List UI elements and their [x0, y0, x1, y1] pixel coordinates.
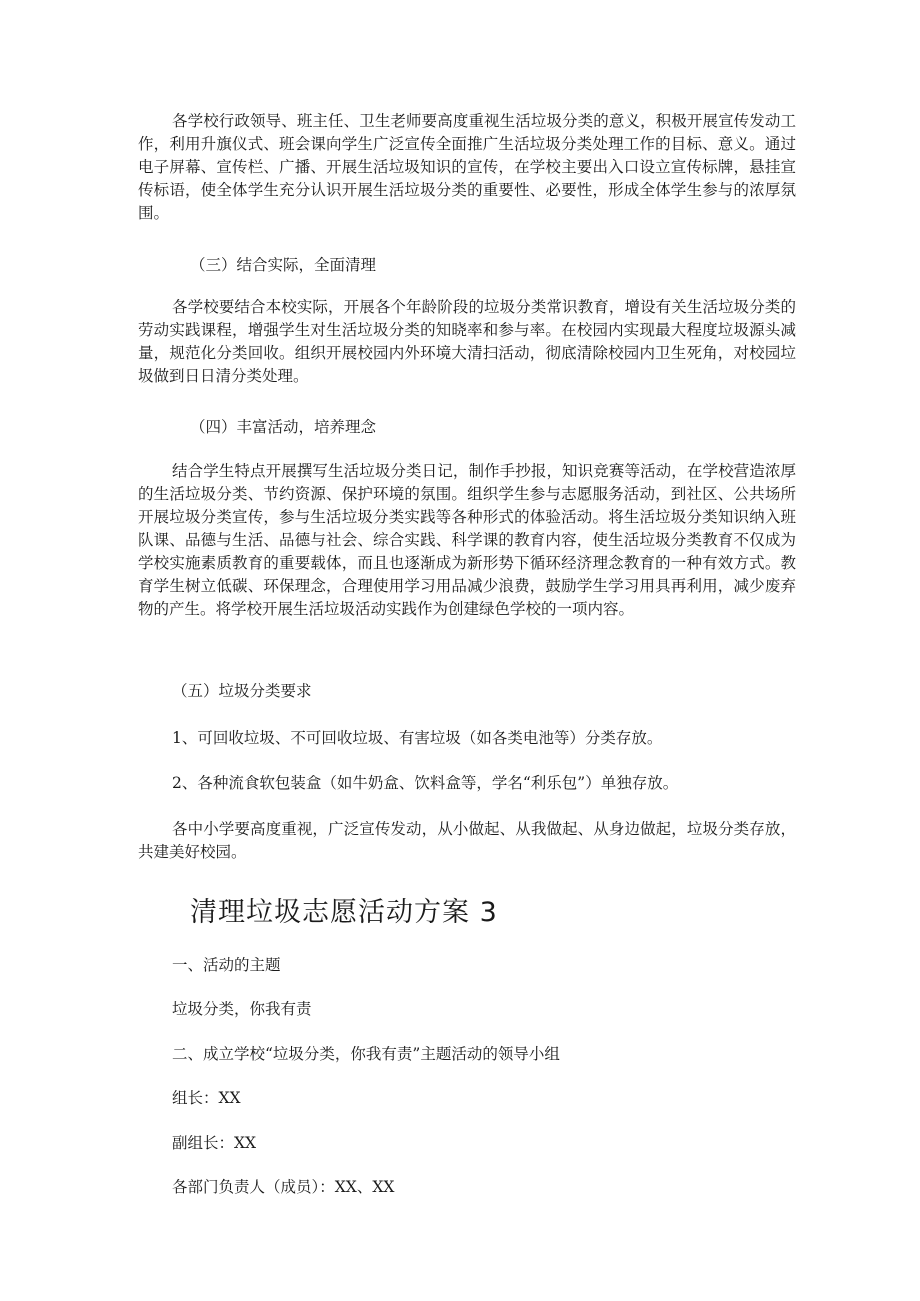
paragraph-text: 结合学生特点开展撰写生活垃圾分类日记，制作手抄报，知识竞赛等活动，在学校营造浓厚的生活垃圾分类、节约资源、保护环境的氛围。组织学生参与志愿服务活动，到社区、公共场所开展垃圾分类宣传，参与生活垃圾分类实践等各种形式的体验活动。将生活垃圾分类知识纳入班队课、品德与生活、品德与社会、综合实践、科学课的教育内容，使生活垃圾分类教育不仅成为学校实施素质教育的重要载体，而且也逐渐成为新形势下循环经济理念教育的一种有效方式。教育学生树立低碳、环保理念，合理使用学习用品减少浪费，鼓励学生学习用具再利用，减少废弃物的产生。将学校开展生活垃圾活动实践作为创建绿色学校的一项内容。: [138, 462, 796, 618]
activity-theme-text: 垃圾分类，你我有责: [172, 1000, 312, 1018]
group-leader: 组长：XX: [172, 1089, 241, 1107]
heading-leadership-group: 二、成立学校“垃圾分类，你我有责”主题活动的领导小组: [172, 1045, 560, 1063]
paragraph-activities: [138, 460, 796, 621]
heading-section-5: （五）垃圾分类要求: [172, 682, 312, 700]
paragraph-text: 各学校要结合本校实际，开展各个年龄阶段的垃圾分类常识教育，增设有关生活垃圾分类的劳动实践课程，增强学生对生活垃圾分类的知晓率和参与率。在校园内实现最大程度垃圾源头减量，规范化分类回收。组织开展校园内外环境大清扫活动，彻底清除校园内卫生死角，对校园垃圾做到日日清分类处理。: [138, 298, 796, 385]
requirement-item-1: 1、可回收垃圾、不可回收垃圾、有害垃圾（如各类电池等）分类存放。: [172, 729, 663, 747]
heading-activity-theme: 一、活动的主题: [172, 956, 281, 974]
paragraph-cleanup: [138, 296, 796, 388]
paragraph-publicity: [138, 110, 796, 225]
group-vice-leader: 副组长：XX: [172, 1134, 257, 1152]
heading-section-3: （三）结合实际，全面清理: [190, 256, 377, 274]
paragraph-closing: [138, 818, 796, 864]
heading-section-4: （四）丰富活动，培养理念: [190, 418, 377, 436]
group-members: 各部门负责人（成员）：XX、XX: [172, 1178, 395, 1196]
section-title: 清理垃圾志愿活动方案 3: [190, 897, 498, 928]
requirement-item-2: 2、各种流食软包装盒（如牛奶盒、饮料盒等，学名“利乐包”）单独存放。: [172, 774, 679, 792]
paragraph-text: 各中小学要高度重视，广泛宣传发动，从小做起、从我做起、从身边做起，垃圾分类存放，共建美好校园。: [138, 820, 796, 861]
paragraph-text: 各学校行政领导、班主任、卫生老师要高度重视生活垃圾分类的意义，积极开展宣传发动工作，利用升旗仪式、班会课向学生广泛宣传全面推广生活垃圾分类处理工作的目标、意义。通过电子屏幕、宣传栏、广播、开展生活垃圾知识的宣传，在学校主要出入口设立宣传标牌，悬挂宣传标语，使全体学生充分认识开展生活垃圾分类的重要性、必要性，形成全体学生参与的浓厚氛围。: [138, 112, 796, 222]
